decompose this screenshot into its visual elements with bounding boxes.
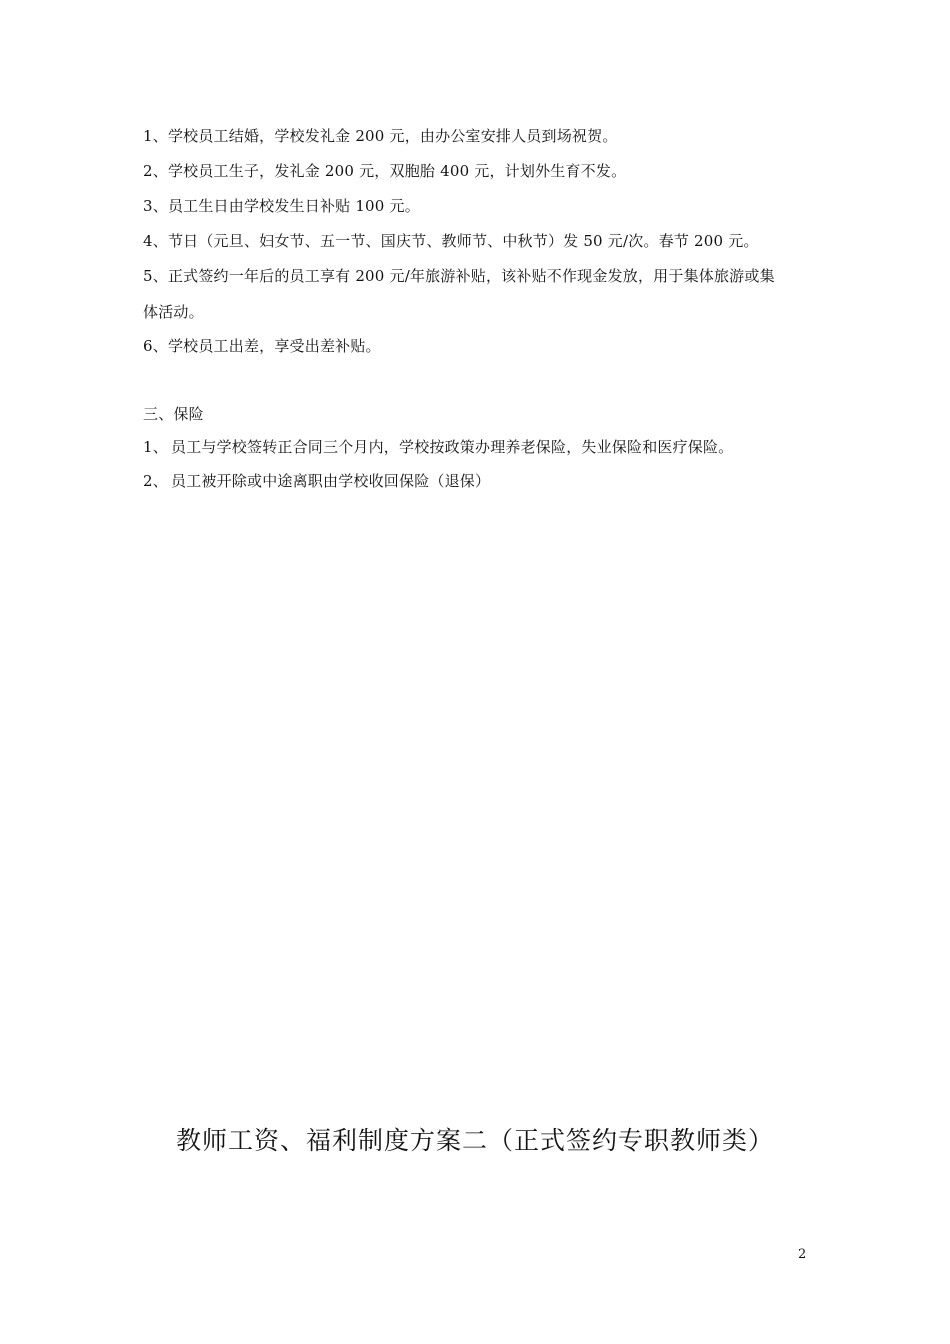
benefit-item-5-continued: 体活动。 [143,303,204,321]
insurance-item-2 [143,471,490,491]
benefit-item-6: 6、学校员工出差，享受出差补贴。 [143,337,381,355]
section-title: 教师工资、福利制度方案二（正式签约专职教师类） [175,1126,774,1155]
benefit-item-2: 2、学校员工生子，发礼金 200 元，双胞胎 400 元，计划外生育不发。 [143,162,627,180]
benefit-item-4: 4、节日（元旦、妇女节、五一节、国庆节、教师节、中秋节）发 50 元/次。春节 200 元。 [143,232,759,250]
benefit-item-5: 5、正式签约一年后的员工享有 200 元/年旅游补贴，该补贴不作现金发放，用于集体旅游或集 [143,267,775,285]
benefit-item-3: 3、员工生日由学校发生日补贴 100 元。 [143,197,420,215]
insurance-item-2-text: 员工被开除或中途离职由学校收回保险（退保） [171,472,491,490]
insurance-heading: 三、保险 [143,405,204,423]
insurance-item-2-number: 2、 [143,472,168,490]
insurance-item-1 [143,437,733,457]
insurance-item-1-number: 1、 [143,438,168,456]
benefit-item-1: 1、学校员工结婚，学校发礼金 200 元，由办公室安排人员到场祝贺。 [143,127,618,145]
page-number: 2 [798,1247,807,1262]
insurance-item-1-text: 员工与学校签转正合同三个月内，学校按政策办理养老保险，失业保险和医疗保险。 [171,438,734,456]
